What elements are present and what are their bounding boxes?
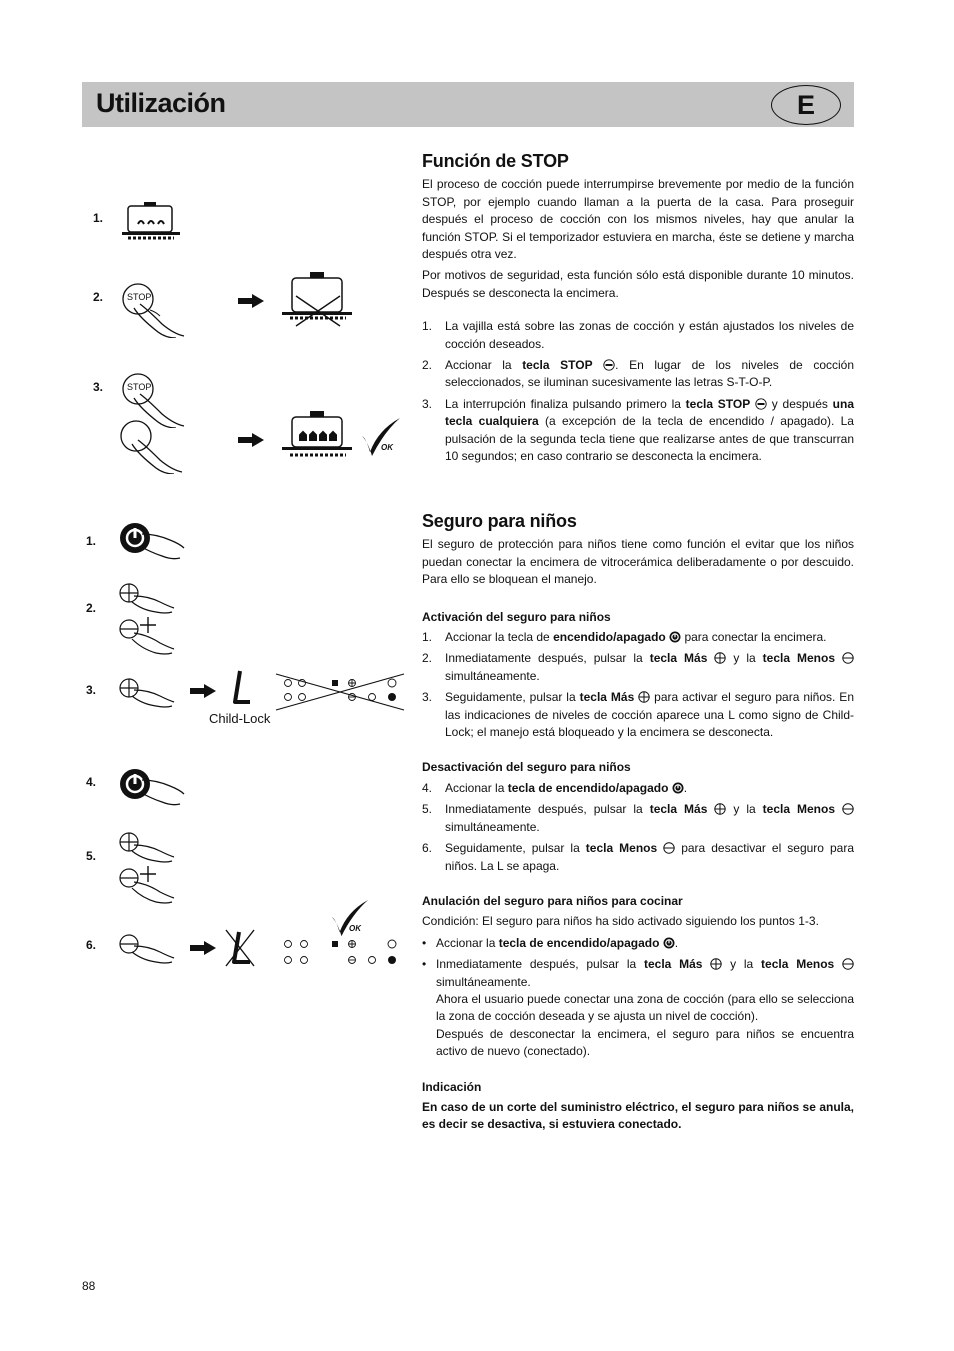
stop-intro-2: Por motivos de seguridad, esta función sólo está disponible durante 10 minutos. Después se desconecta la encimera. bbox=[422, 268, 854, 300]
override-list bbox=[422, 935, 854, 1061]
checkmark-icon bbox=[360, 418, 402, 458]
finger-press-plus-icon bbox=[118, 582, 178, 616]
language-badge: E bbox=[771, 85, 841, 125]
stop-section bbox=[422, 153, 854, 470]
list-item: 1. Accionar la tecla de encendido/apagado para conectar la encimera. bbox=[422, 630, 827, 645]
plus-key-icon bbox=[710, 958, 722, 970]
finger-press-plus-icon bbox=[118, 676, 178, 710]
child-lock-off-icon bbox=[222, 926, 258, 970]
power-key-icon bbox=[672, 782, 684, 794]
minus-key-icon bbox=[842, 958, 854, 970]
stop-title: Función de STOP bbox=[422, 151, 569, 171]
note-heading: Indicación bbox=[422, 1079, 482, 1094]
plus-key-icon bbox=[714, 652, 726, 664]
finger-press-power-icon bbox=[118, 766, 186, 808]
arrow-right-icon bbox=[238, 433, 264, 447]
finger-press-minus-icon bbox=[118, 864, 178, 910]
list-item: 3. La interrupción finaliza pulsando primero la tecla STOP y después una tecla cualquiera (a excepción de la tecla de encendido / apagado). La pulsación de la segunda tecla tiene que realizarse antes de que transcurran 10 segundos; en caso contrario se desconecta la encimera. bbox=[422, 396, 855, 464]
page-header bbox=[82, 82, 854, 127]
child-step-1-number: 1. bbox=[86, 534, 97, 548]
finger-press-minus-icon bbox=[118, 932, 178, 972]
power-key-icon bbox=[663, 937, 675, 949]
deactivation-list bbox=[422, 780, 854, 875]
page-number: 88 bbox=[82, 1279, 96, 1293]
list-item: 6. Seguidamente, pulsar la tecla Menos para desactivar el seguro para niños. La L se apaga. bbox=[422, 841, 854, 873]
list-item: 2. Inmediatamente después, pulsar la tecla Más y la tecla Menos simultáneamente. bbox=[422, 650, 854, 685]
stop-step-3-number: 3. bbox=[93, 380, 104, 394]
child-step-6-number: 6. bbox=[86, 938, 97, 952]
pot-cancelled-icon bbox=[282, 268, 354, 328]
list-item: • Inmediatamente después, pulsar la tecla Más y la tecla Menos simultáneamente. Ahora el usuario puede conectar una zona de cocción (para ello se selecciona la zona de cocción deseada y se ajusta un nivel de cocción). Después de desconectar la encimera, el seguro para niños se encuentra activo de nuevo (conectado). bbox=[422, 956, 854, 1060]
stop-step-2-number: 2. bbox=[93, 290, 104, 304]
ok-label: OK bbox=[381, 443, 393, 452]
minus-key-icon bbox=[842, 652, 854, 664]
finger-press-stop-icon bbox=[120, 282, 188, 338]
finger-press-plus-icon bbox=[118, 831, 178, 865]
child-step-4-number: 4. bbox=[86, 775, 97, 789]
pot-cooking-icon bbox=[282, 407, 354, 463]
override-condition: Condición: El seguro para niños ha sido activado siguiendo los puntos 1-3. bbox=[422, 914, 819, 929]
ok-label: OK bbox=[349, 924, 361, 933]
finger-press-any-key-icon bbox=[118, 418, 186, 474]
override-extra-2: Después de desconectar la encimera, el seguro para niños se encuentra activo de nuevo (conectado). bbox=[436, 1026, 854, 1059]
list-item: 1. La vajilla está sobre las zonas de cocción y están ajustados los niveles de cocción deseados. bbox=[422, 319, 854, 351]
child-step-2-number: 2. bbox=[86, 601, 97, 615]
list-item: 4. Accionar la tecla de encendido/apagado . bbox=[422, 780, 688, 795]
stop-steps-list bbox=[422, 318, 854, 465]
activation-list bbox=[422, 629, 854, 741]
control-panel-disabled-icon bbox=[272, 670, 406, 712]
override-extra-1: Ahora el usuario puede conectar una zona de cocción (para ello se selecciona la zona de cocción deseada y se ajusta un nivel de cocción). bbox=[436, 991, 854, 1024]
plus-key-icon bbox=[714, 803, 726, 815]
stop-key-label: STOP bbox=[127, 382, 152, 392]
child-lock-intro: El seguro de protección para niños tiene como función el evitar que los niños puedan conectar la encimera de vitrocerámica deliberadamente o por descuido. Para ello se bloquean el manejo. bbox=[422, 537, 854, 587]
finger-press-minus-icon bbox=[118, 615, 178, 661]
activation-heading: Activación del seguro para niños bbox=[422, 609, 611, 624]
arrow-right-icon bbox=[238, 294, 264, 308]
child-lock-label: Child-Lock bbox=[209, 711, 271, 726]
child-lock-section bbox=[422, 513, 854, 1138]
stop-key-icon bbox=[755, 398, 767, 410]
override-heading: Anulación del seguro para niños para cocinar bbox=[422, 893, 683, 908]
list-item: 3. Seguidamente, pulsar la tecla Más para activar el seguro para niños. En las indicaciones de niveles de cocción aparece una L como signo de Child-Lock; el manejo está bloqueado y la encimera se desconecta. bbox=[422, 690, 854, 740]
list-item: • Accionar la tecla de encendido/apagado . bbox=[422, 935, 679, 950]
finger-press-power-icon bbox=[118, 520, 186, 562]
note-text: En caso de un corte del suministro eléctrico, el seguro para niños se anula, es decir se desactiva, si estuviera conectado. bbox=[422, 1099, 854, 1132]
child-step-5-number: 5. bbox=[86, 849, 97, 863]
plus-key-icon bbox=[638, 691, 650, 703]
deactivation-heading: Desactivación del seguro para niños bbox=[422, 760, 631, 775]
minus-key-icon bbox=[663, 842, 675, 854]
pot-on-hob-icon bbox=[122, 198, 182, 244]
control-panel-icon bbox=[278, 934, 404, 970]
list-item: 5. Inmediatamente después, pulsar la tecla Más y la tecla Menos simultáneamente. bbox=[422, 801, 854, 836]
stop-intro-1: El proceso de cocción puede interrumpirse brevemente por medio de la función STOP, por ejemplo cuando llaman a la puerta de la casa. Para proseguir después el proceso de cocción con los mismos niveles, hay que anular la función STOP. Si el temporizador estuviera en marcha, éste se detiene y marcha después otra vez. bbox=[422, 177, 854, 262]
child-lock-title: Seguro para niños bbox=[422, 511, 577, 531]
power-key-icon bbox=[669, 631, 681, 643]
stop-key-label: STOP bbox=[127, 292, 152, 302]
arrow-right-icon bbox=[190, 684, 216, 698]
stop-step-1-number: 1. bbox=[93, 211, 104, 225]
child-step-3-number: 3. bbox=[86, 683, 97, 697]
page-title: Utilización bbox=[96, 88, 226, 118]
stop-key-icon bbox=[603, 359, 615, 371]
list-item: 2. Accionar la tecla STOP . En lugar de los niveles de cocción seleccionados, se iluminan sucesivamente las letras S-T-O-P. bbox=[422, 358, 855, 390]
child-lock-l-display-icon bbox=[228, 668, 254, 710]
minus-key-icon bbox=[842, 803, 854, 815]
arrow-right-icon bbox=[190, 941, 216, 955]
